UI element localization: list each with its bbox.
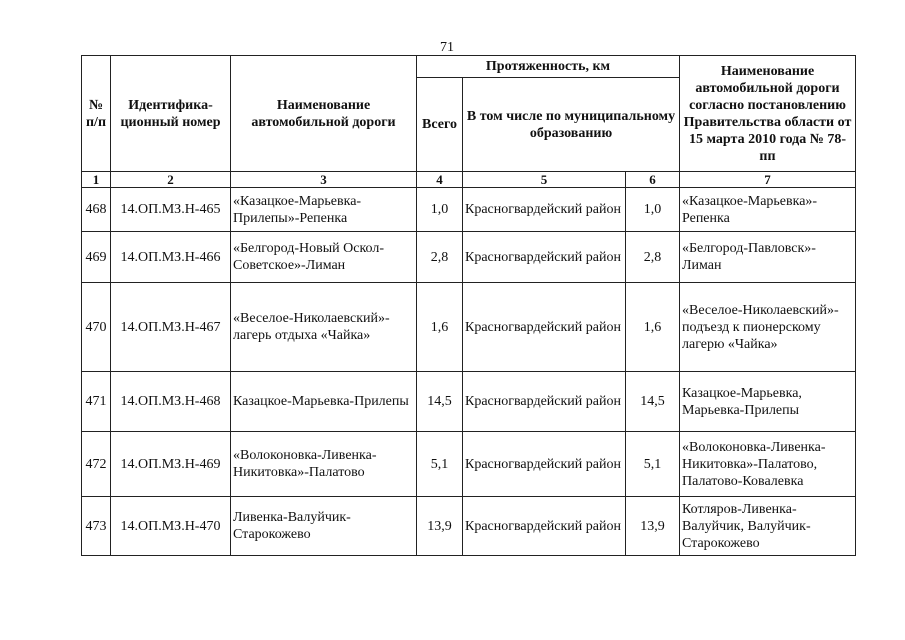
- road-id: 14.ОП.МЗ.Н-470: [111, 497, 231, 556]
- col-number: 7: [680, 172, 856, 188]
- district-name: Красногвардейский район: [463, 283, 626, 372]
- column-number-row: [82, 172, 856, 188]
- table-row: [82, 372, 856, 432]
- road-id: 14.ОП.МЗ.Н-465: [111, 188, 231, 232]
- previous-road-name: «Казацкое-Марьевка»-Репенка: [680, 188, 856, 232]
- district-length: 13,9: [626, 497, 680, 556]
- table-row: [82, 232, 856, 283]
- header-name: Наименование автомобильной дороги: [231, 56, 417, 172]
- district-length: 1,0: [626, 188, 680, 232]
- road-name: «Белгород-Новый Оскол-Советское»-Лиман: [231, 232, 417, 283]
- roads-table: [81, 55, 856, 556]
- col-number: 2: [111, 172, 231, 188]
- col-number: 5: [463, 172, 626, 188]
- total-length: 2,8: [417, 232, 463, 283]
- road-name: Казацкое-Марьевка-Прилепы: [231, 372, 417, 432]
- total-length: 1,0: [417, 188, 463, 232]
- road-name: «Веселое-Николаевский»-лагерь отдыха «Чайка»: [231, 283, 417, 372]
- previous-road-name: «Волоконовка-Ливенка-Никитовка»-Палатово, Палатово-Ковалевка: [680, 432, 856, 497]
- table-row: [82, 497, 856, 556]
- district-name: Красногвардейский район: [463, 232, 626, 283]
- district-name: Красногвардейский район: [463, 372, 626, 432]
- total-length: 1,6: [417, 283, 463, 372]
- row-number: 471: [82, 372, 111, 432]
- row-number: 468: [82, 188, 111, 232]
- district-name: Красногвардейский район: [463, 497, 626, 556]
- table-row: [82, 283, 856, 372]
- total-length: 5,1: [417, 432, 463, 497]
- district-name: Красногвардейский район: [463, 432, 626, 497]
- previous-road-name: Казацкое-Марьевка, Марьевка-Прилепы: [680, 372, 856, 432]
- previous-road-name: Котляров-Ливенка-Валуйчик, Валуйчик-Старокожево: [680, 497, 856, 556]
- table-row: [82, 432, 856, 497]
- district-length: 2,8: [626, 232, 680, 283]
- header-length: Протяженность, км: [417, 56, 680, 78]
- road-name: «Казацкое-Марьевка-Прилепы»-Репенка: [231, 188, 417, 232]
- header-prev-name: Наименование автомобильной дороги согласно постановлению Правительства области от 15 марта 2010 года № 78-пп: [680, 56, 856, 172]
- header-no: № п/п: [82, 56, 111, 172]
- road-id: 14.ОП.МЗ.Н-468: [111, 372, 231, 432]
- col-number: 4: [417, 172, 463, 188]
- col-number: 1: [82, 172, 111, 188]
- previous-road-name: «Веселое-Николаевский»-подъезд к пионерскому лагерю «Чайка»: [680, 283, 856, 372]
- col-number: 3: [231, 172, 417, 188]
- row-number: 472: [82, 432, 111, 497]
- col-number: 6: [626, 172, 680, 188]
- total-length: 13,9: [417, 497, 463, 556]
- header-incl: В том числе по муниципальному образованию: [463, 78, 680, 172]
- road-id: 14.ОП.МЗ.Н-467: [111, 283, 231, 372]
- header-total: Всего: [417, 78, 463, 172]
- district-length: 14,5: [626, 372, 680, 432]
- row-number: 473: [82, 497, 111, 556]
- page-number: 71: [440, 40, 454, 55]
- header-id: Идентифика-ционный номер: [111, 56, 231, 172]
- row-number: 469: [82, 232, 111, 283]
- road-name: «Волоконовка-Ливенка-Никитовка»-Палатово: [231, 432, 417, 497]
- total-length: 14,5: [417, 372, 463, 432]
- previous-road-name: «Белгород-Павловск»-Лиман: [680, 232, 856, 283]
- road-name: Ливенка-Валуйчик-Старокожево: [231, 497, 417, 556]
- table-row: [82, 188, 856, 232]
- district-length: 5,1: [626, 432, 680, 497]
- row-number: 470: [82, 283, 111, 372]
- road-id: 14.ОП.МЗ.Н-469: [111, 432, 231, 497]
- road-id: 14.ОП.МЗ.Н-466: [111, 232, 231, 283]
- district-length: 1,6: [626, 283, 680, 372]
- district-name: Красногвардейский район: [463, 188, 626, 232]
